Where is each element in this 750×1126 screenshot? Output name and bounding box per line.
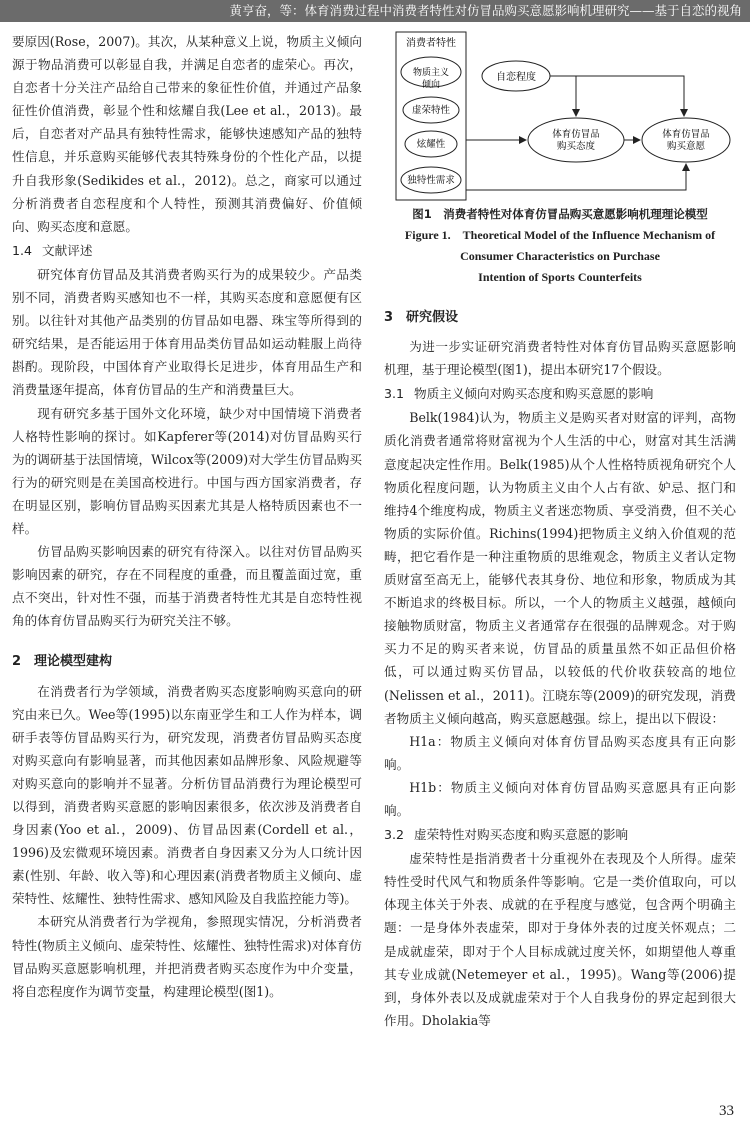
hypothesis-h1a: H1a：物质主义倾向对体育仿冒品购买态度具有正向影响。 bbox=[384, 733, 736, 772]
trait-conspicuous-label: 炫耀性 bbox=[416, 139, 446, 150]
figure-caption-chinese bbox=[384, 204, 736, 225]
arrow-narcissism-to-intention bbox=[550, 76, 684, 116]
section-3-heading: 3 研究假设 bbox=[384, 310, 459, 325]
trait-materialism-label: 物质主义倾向 bbox=[412, 68, 450, 90]
figure-caption-english-line-2: Consumer Characteristics on Purchase bbox=[460, 249, 660, 263]
theoretical-model-diagram bbox=[384, 30, 736, 202]
intention-label: 体育仿冒品购买意愿 bbox=[662, 129, 710, 152]
consumer-traits-label: 消费者特性 bbox=[406, 38, 456, 49]
narcissism-label: 自恋程度 bbox=[496, 72, 536, 83]
section-1-4-number: 1.4 bbox=[12, 242, 33, 258]
section-3-2-number: 3.2 bbox=[384, 827, 405, 843]
section-2-paragraph-1: 在消费者行为学领域，消费者购买态度影响购买意向的研究由来已久。Wee等(1995)以东南亚学生和工人作为样本，调研手表等仿冒品购买行为，研究发现，消费者仿冒品购买态度对购买意向有影响显著，而其他因素如品牌形象、风险规避等对购买意向的影响并不显著。分析仿冒品消费行为理论模型可以得到，消费者购买意愿的影响因素很多，依次涉及消费者自身因素(Yoo et al.，2009)、仿冒品因素(Cordell et al.，1996)及宏微观环境因素。消费者自身因素又分为人口统计因素(性别、年龄、收入等)和心理因素(消费者物质主义倾向、虚荣特性、炫耀性、独特性需求、感知风险及自我监控能力等)。 bbox=[12, 683, 362, 907]
section-1-4-title: 文献评述 bbox=[42, 242, 93, 258]
hypothesis-h1b: H1b：物质主义倾向对体育仿冒品购买意愿具有正向影响。 bbox=[384, 779, 736, 818]
section-3-2-paragraph: 虚荣特性是指消费者十分重视外在表现及个人所得。虚荣特性受时代风气和物质条件等影响。它是一类价值取向，可以体现主体关于外表、成就的在乎程度与感觉，包含两个明确主题：一是身体外表虚荣，即对于身体外表的过度关怀观点；二是成就虚荣，即对于个人目标成就过度关怀，如期望他人尊重其专业成就(Netemeyer et al.，1995)。Wang等(2006)提到，身体外表以及成就虚荣对于个人自我身份的界定起到很大作用。Dholakia等 bbox=[384, 851, 736, 1028]
section-3-1-number: 3.1 bbox=[384, 386, 405, 402]
intention-ellipse bbox=[642, 118, 730, 162]
figure-caption-english-line-1: Figure 1. Theoretical Model of the Influence Mechanism of bbox=[404, 228, 716, 242]
figure-1-diagram bbox=[384, 30, 736, 202]
section-3-intro: 为进一步实证研究消费者特性对体育仿冒品购买意愿影响机理，基于理论模型(图1)，提出本研究17个假设。 bbox=[384, 339, 736, 378]
intro-paragraph: 要原因(Rose，2007)。其次，从某种意义上说，物质主义倾向源于物品消费可以彰显自我，并满足自恋者的虚荣心。再次，自恋者十分关注产品给自己带来的象征性价值，并通过产品象征性价值消费，彰显个性和炫耀自我(Lee et al.，2013)。最后，自恋者对产品具有独特性需求，能够快速感知产品的独特性信息，并乐意购买能够代表其特殊身份的个性化产品，以提升自我形象(Sedikides et al.，2012)。总之，商家可以通过分析消费者自恋程度和个人特性，预测其消费偏好、价值倾向、购买态度和意愿。 bbox=[12, 34, 362, 234]
section-3-2-title: 虚荣特性对购买态度和购买意愿的影响 bbox=[414, 827, 629, 843]
figure-caption-english-line-3: Intention of Sports Counterfeits bbox=[478, 270, 642, 284]
attitude-label: 体育仿冒品购买态度 bbox=[552, 129, 600, 152]
page-number: 33 bbox=[719, 1103, 734, 1119]
section-3-1-heading bbox=[384, 382, 736, 405]
running-header-title: 黄亨奋，等：体育消费过程中消费者特性对仿冒品购买意愿影响机理研究——基于自恋的视角 bbox=[229, 3, 742, 18]
section-1-4-paragraph-2: 现有研究多基于国外文化环境，缺少对中国情境下消费者人格特性影响的探讨。如Kapferer等(2014)对仿冒品购买行为的调研基于法国情境，Wilcox等(2009)对大学生仿冒品购买行为的研究则是在美国高校进行。中国与西方国家消费者，存在明显区别，影响仿冒品购买因素尤其是人格特质因素也不一样。 bbox=[12, 405, 362, 536]
section-1-4-paragraph-3: 仿冒品购买影响因素的研究有待深入。以往对仿冒品购买影响因素的研究，存在不同程度的重叠，而且覆盖面过宽，重点不突出，针对性不强，而基于消费者特性尤其是自恋特性视角的体育仿冒品购买行为研究关注不够。 bbox=[12, 544, 362, 629]
figure-caption-chinese-text: 消费者特性对体育仿冒品购买意愿影响机理理论模型 bbox=[443, 207, 708, 221]
figure-caption-label: 图1 bbox=[412, 207, 432, 221]
arrow-traits-to-intention bbox=[466, 164, 686, 190]
trait-vanity-label: 虚荣特性 bbox=[411, 105, 451, 116]
section-2-heading: 2 理论模型建构 bbox=[12, 654, 113, 670]
section-3-2-heading bbox=[384, 823, 736, 846]
left-column bbox=[12, 30, 362, 1003]
attitude-ellipse bbox=[528, 118, 624, 162]
trait-uniqueness-label: 独特性需求 bbox=[407, 175, 455, 186]
section-1-4-paragraph-1: 研究体育仿冒品及其消费者购买行为的成果较少。产品类别不同，消费者购买感知也不一样，其购买态度和意愿便有区别。以往针对其他产品类别的仿冒品如电器、珠宝等所得到的研究结果，是否能运用于体育用品类仿冒品如运动鞋服上尚待斟酌。现阶段，中国体育产业取得长足进步，体育用品生产和消费量逐年提高，体育仿冒品的生产和消费量巨大。 bbox=[12, 266, 362, 398]
section-1-4-heading bbox=[12, 239, 362, 262]
section-3-1-paragraph: Belk(1984)认为，物质主义是购买者对财富的评判，高物质化消费者通常将财富视为个人生活的中心，财富对其生活满意度起决定性作用。Belk(1985)从个人性格特质视角研究个人物质化程度问题，认为物质主义由个人占有欲、妒忌、抠门和维持4个维度构成，物质主义者迷恋物质、享受消费，但不关心物质的实际价值。Richins(1994)把物质主义纳入价值观的范畴，把它看作是一种注重物质的思维观念，物质主义者认定物质财富至高无上，能够代表其身份、地位和形象，物质成为其不断追求的终极目标。所以，一个人的物质主义越强，越倾向接触物质财富，物质主义者通常存在很强的品牌观念。对于购买力不足的购买者来说，仿冒品的质量虽然不如正品但价格低，可以通过购买仿冒品，以较低的代价收获较高的地位(Nelissen et al.，2011)。江晓东等(2009)的研究发现，消费者物质主义倾向越高，购买意愿越强。综上，提出以下假设： bbox=[384, 410, 736, 726]
section-2-paragraph-2: 本研究从消费者行为学视角，参照现实情况，分析消费者特性(物质主义倾向、虚荣特性、炫耀性、独特性需求)对体育仿冒品购买意愿影响机理，并把消费者购买态度作为中介变量，将自恋程度作为调节变量，构建理论模型(图1)。 bbox=[12, 914, 362, 999]
right-column bbox=[384, 30, 736, 1032]
running-header bbox=[0, 0, 750, 22]
section-3-1-title: 物质主义倾向对购买态度和购买意愿的影响 bbox=[414, 386, 654, 402]
figure-1-caption bbox=[384, 204, 736, 288]
